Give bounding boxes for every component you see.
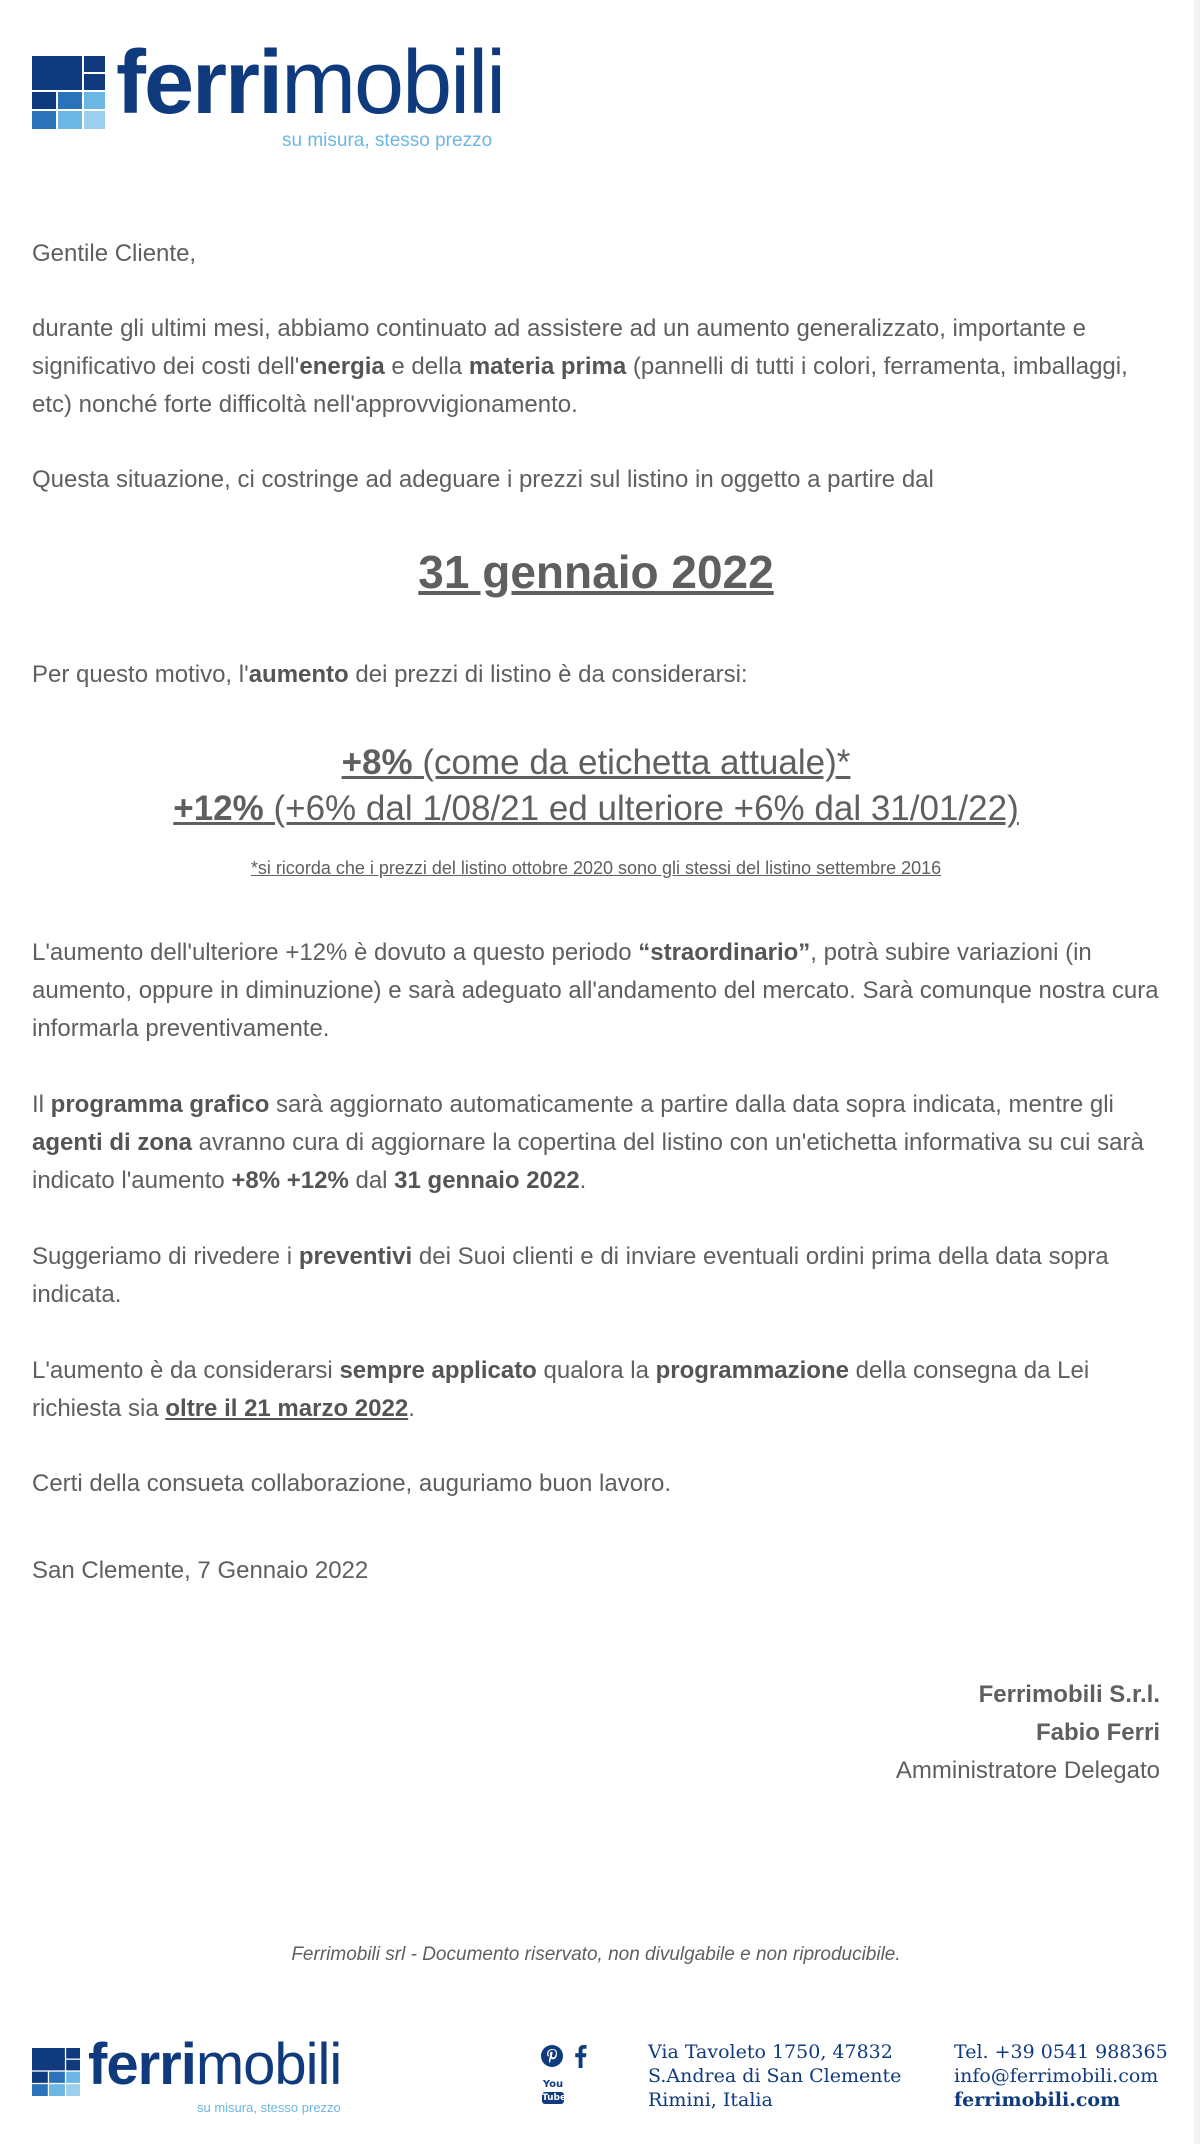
social-links: [540, 2040, 600, 2120]
paragraph-reason: Per questo motivo, l'aumento dei prezzi di listino è da considerarsi:: [32, 661, 748, 688]
footer-logo-mark-icon: [32, 2048, 80, 2096]
logo-wordmark: ferrimobili: [116, 33, 505, 133]
paragraph-closing: Certi della consueta collaborazione, auguriamo buon lavoro.: [32, 1470, 672, 1497]
place-date: San Clemente, 7 Gennaio 2022: [32, 1557, 369, 1584]
signature-company: Ferrimobili S.r.l.: [978, 1681, 1160, 1708]
greeting: Gentile Cliente,: [32, 240, 197, 267]
footer-logo-tagline: su misura, stesso prezzo: [197, 2100, 341, 2115]
paragraph-quotes: Suggeriamo di rivedere i preventivi dei Suoi clienti e di inviare eventuali ordini prima della data sopra indicata.: [32, 1243, 1109, 1308]
footer: [32, 2032, 1168, 2120]
logo-mark-icon: [32, 56, 105, 129]
paragraph-program: Il programma grafico sarà aggiornato automaticamente a partire dalla data sopra indicata, mentre gli agenti di zona avranno cura di aggiornare la copertina del listino con un'etichetta informativa su cui sarà indicato l'aumento +8% +12% dal 31 gennaio 2022.: [32, 1091, 1144, 1194]
increase-line-1: +8% (come da etichetta attuale)*: [341, 743, 851, 782]
paragraph-applied: L'aumento è da considerarsi sempre applicato qualora la programmazione della consegna da Lei richiesta sia oltre il 21 marzo 2022.: [32, 1357, 1090, 1422]
address-line: Rimini, Italia: [648, 2089, 773, 2111]
pinterest-icon[interactable]: [540, 2044, 564, 2072]
signature-person: Fabio Ferri: [1035, 1719, 1160, 1746]
paragraph-costs: durante gli ultimi mesi, abbiamo continuato ad assistere ad un aumento generalizzato, importante e significativo dei costi dell'energia e della materia prima (pannelli di tutti i colori, ferramenta, imballaggi, etc) nonché forte difficoltà nell'approvvigionamento.: [32, 315, 1128, 418]
signature-role: Amministratore Delegato: [895, 1757, 1160, 1784]
phone-link[interactable]: Tel. +39 0541 988365: [954, 2041, 1168, 2063]
paragraph-situation: Questa situazione, ci costringe ad adeguare i prezzi sul listino in oggetto a partire dal: [32, 466, 934, 493]
confidential-notice: Ferrimobili srl - Documento riservato, non divulgabile e non riproducibile.: [291, 1944, 901, 1965]
youtube-icon[interactable]: You Tube: [542, 2079, 567, 2103]
address-block: [648, 2040, 928, 2112]
effective-date: 31 gennaio 2022: [418, 546, 774, 598]
contact-block: [954, 2040, 1184, 2112]
increase-line-2: +12% (+6% dal 1/08/21 ed ulteriore +6% dal 31/01/22): [173, 789, 1019, 828]
footnote: *si ricorda che i prezzi del listino ottobre 2020 sono gli stessi del listino settembre 2016: [250, 858, 942, 878]
brand-logo: [32, 33, 512, 156]
email-link[interactable]: info@ferrimobili.com: [954, 2065, 1159, 2087]
footer-logo: [32, 2032, 352, 2118]
address-line: Via Tavoleto 1750, 47832: [648, 2041, 893, 2063]
address-line: S.Andrea di San Clemente: [648, 2065, 902, 2087]
website-link[interactable]: ferrimobili.com: [954, 2089, 1121, 2111]
paragraph-extraordinary: L'aumento dell'ulteriore +12% è dovuto a questo periodo “straordinario”, potrà subire variazioni (in aumento, oppure in diminuzione) e sarà adeguato all'andamento del mercato. Sarà comunque nostra cura informarla preventivamente.: [32, 939, 1159, 1042]
signature-block: [660, 1676, 1160, 1790]
facebook-icon[interactable]: [572, 2044, 588, 2072]
logo-tagline: su misura, stesso prezzo: [282, 130, 493, 151]
page-edge: [1194, 0, 1200, 2144]
footer-logo-wordmark: ferrimobili: [88, 2032, 342, 2097]
